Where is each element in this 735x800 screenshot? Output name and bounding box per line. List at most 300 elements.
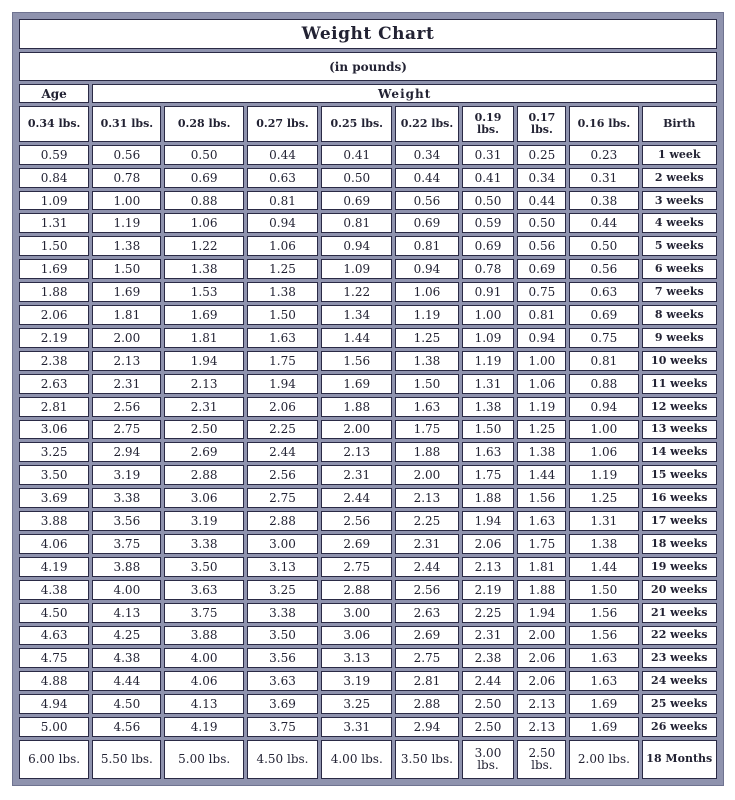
age-cell: 12 weeks [642,397,717,417]
weight-cell: 1.63 [462,442,515,462]
weight-cell: 4.50 [19,603,89,623]
age-cell: 1 week [642,145,717,165]
weight-cell: 0.56 [517,236,566,256]
weight-cell: 0.56 [395,191,458,211]
weight-cell: 6.00 lbs. [19,740,89,779]
table-row [19,305,717,325]
weight-cell: 2.69 [395,626,458,646]
weight-cell: 0.94 [395,259,458,279]
table-row [19,145,717,165]
weight-cell: 4.38 [92,648,161,668]
age-cell: 10 weeks [642,351,717,371]
weight-cell: 2.75 [92,420,161,440]
age-cell: 20 weeks [642,580,717,600]
weight-cell: 1.22 [164,236,243,256]
weight-cell: 2.00 [517,626,566,646]
age-cell: 14 weeks [642,442,717,462]
weight-cell: 3.19 [321,671,392,691]
table-row [19,488,717,508]
column-header-weight: 0.16 lbs. [569,106,638,142]
weight-cell: 2.44 [247,442,318,462]
weight-cell: 0.91 [462,282,515,302]
weight-cell: 1.09 [462,328,515,348]
table-row [19,626,717,646]
weight-cell: 2.63 [19,374,89,394]
weight-cell: 1.19 [517,397,566,417]
weight-cell: 2.25 [247,420,318,440]
weight-cell: 1.19 [395,305,458,325]
table-row [19,351,717,371]
weight-cell: 2.56 [92,397,161,417]
weight-cell: 2.81 [19,397,89,417]
weight-cell: 1.06 [395,282,458,302]
weight-cell: 0.44 [569,213,638,233]
column-header-weight: 0.22 lbs. [395,106,458,142]
weight-cell: 1.56 [517,488,566,508]
weight-cell: 4.50 lbs. [247,740,318,779]
weight-cell: 1.75 [247,351,318,371]
weight-cell: 0.94 [247,213,318,233]
weight-cell: 4.00 [92,580,161,600]
weight-cell: 3.19 [92,465,161,485]
weight-cell: 0.94 [517,328,566,348]
table-row [19,671,717,691]
weight-cell: 2.75 [321,557,392,577]
weight-cell: 0.69 [164,168,243,188]
weight-cell: 2.00 [92,328,161,348]
weight-cell: 1.94 [517,603,566,623]
weight-cell: 1.81 [92,305,161,325]
weight-cell: 4.44 [92,671,161,691]
weight-cell: 3.00 [321,603,392,623]
weight-cell: 1.19 [92,213,161,233]
weight-cell: 1.06 [517,374,566,394]
weight-cell: 3.00 [247,534,318,554]
weight-header: Weight [92,84,717,102]
age-cell: 15 weeks [642,465,717,485]
weight-cell: 0.81 [321,213,392,233]
weight-cell: 3.31 [321,717,392,737]
weight-cell: 0.84 [19,168,89,188]
weight-cell: 0.31 [569,168,638,188]
table-row [19,717,717,737]
weight-cell: 0.50 [517,213,566,233]
weight-cell: 1.00 [92,191,161,211]
weight-cell: 3.75 [164,603,243,623]
weight-cell: 3.13 [247,557,318,577]
weight-cell: 0.41 [462,168,515,188]
weight-cell: 3.06 [19,420,89,440]
weight-cell: 2.50 [462,694,515,714]
weight-cell: 1.44 [321,328,392,348]
weight-cell: 3.06 [321,626,392,646]
table-row [19,465,717,485]
weight-cell: 0.63 [569,282,638,302]
weight-cell: 1.88 [517,580,566,600]
weight-cell: 0.50 [164,145,243,165]
weight-cell: 1.38 [462,397,515,417]
weight-cell: 1.50 [19,236,89,256]
weight-cell: 0.59 [19,145,89,165]
weight-cell: 2.50 lbs. [517,740,566,779]
weight-cell: 3.75 [92,534,161,554]
column-header-birth: Birth [642,106,717,142]
weight-cell: 1.81 [164,328,243,348]
weight-cell: 0.34 [517,168,566,188]
weight-cell: 1.88 [395,442,458,462]
weight-cell: 2.63 [395,603,458,623]
weight-cell: 3.63 [247,671,318,691]
column-header-weight: 0.27 lbs. [247,106,318,142]
weight-cell: 3.88 [164,626,243,646]
age-cell: 18 weeks [642,534,717,554]
table-row [19,420,717,440]
weight-cell: 2.06 [517,671,566,691]
weight-cell: 3.00 lbs. [462,740,515,779]
weight-cell: 1.50 [569,580,638,600]
weight-cell: 3.63 [164,580,243,600]
column-header-weight: 0.17 lbs. [517,106,566,142]
weight-cell: 4.88 [19,671,89,691]
weight-cell: 3.38 [247,603,318,623]
weight-cell: 4.19 [19,557,89,577]
weight-cell: 1.38 [247,282,318,302]
weight-cell: 4.06 [19,534,89,554]
weight-cell: 2.31 [92,374,161,394]
weight-cell: 3.50 [247,626,318,646]
weight-cell: 1.06 [164,213,243,233]
weight-cell: 2.06 [19,305,89,325]
weight-cell: 0.78 [92,168,161,188]
weight-cell: 1.19 [569,465,638,485]
weight-cell: 2.56 [247,465,318,485]
table-row [19,694,717,714]
weight-cell: 4.56 [92,717,161,737]
weight-cell: 1.94 [247,374,318,394]
column-header-weight: 0.25 lbs. [321,106,392,142]
weight-cell: 5.00 lbs. [164,740,243,779]
weight-cell: 2.88 [395,694,458,714]
age-cell: 26 weeks [642,717,717,737]
weight-cell: 2.81 [395,671,458,691]
weight-cell: 2.44 [395,557,458,577]
weight-cell: 0.88 [164,191,243,211]
weight-cell: 2.69 [164,442,243,462]
weight-cell: 4.50 [92,694,161,714]
table-body [19,19,717,779]
weight-cell: 1.06 [247,236,318,256]
table-row [19,442,717,462]
weight-cell: 0.69 [395,213,458,233]
weight-cell: 3.25 [247,580,318,600]
weight-cell: 4.06 [164,671,243,691]
weight-cell: 0.41 [321,145,392,165]
weight-cell: 4.19 [164,717,243,737]
age-cell: 25 weeks [642,694,717,714]
weight-cell: 1.75 [462,465,515,485]
weight-cell: 0.23 [569,145,638,165]
age-cell: 9 weeks [642,328,717,348]
age-cell: 8 weeks [642,305,717,325]
weight-cell: 4.63 [19,626,89,646]
weight-cell: 1.31 [462,374,515,394]
weight-cell: 1.06 [569,442,638,462]
column-header-weight: 0.19 lbs. [462,106,515,142]
weight-cell: 1.34 [321,305,392,325]
weight-cell: 2.19 [19,328,89,348]
weight-cell: 2.31 [462,626,515,646]
age-cell: 19 weeks [642,557,717,577]
weight-cell: 0.69 [462,236,515,256]
table-row [19,648,717,668]
weight-cell: 1.00 [569,420,638,440]
weight-cell: 1.00 [517,351,566,371]
weight-cell: 1.00 [462,305,515,325]
table-row [19,259,717,279]
table-row [19,397,717,417]
age-cell: 11 weeks [642,374,717,394]
weight-cell: 4.13 [164,694,243,714]
weight-cell: 1.69 [164,305,243,325]
weight-cell: 4.25 [92,626,161,646]
column-header-row [19,106,717,142]
weight-cell: 1.25 [247,259,318,279]
table-row [19,557,717,577]
table-row [19,328,717,348]
weight-cell: 2.13 [517,717,566,737]
age-cell: 18 Months [642,740,717,779]
weight-cell: 1.31 [19,213,89,233]
weight-cell: 2.25 [395,511,458,531]
weight-cell: 1.50 [462,420,515,440]
age-cell: 22 weeks [642,626,717,646]
weight-cell: 0.94 [321,236,392,256]
weight-cell: 3.69 [247,694,318,714]
chart-subtitle: (in pounds) [19,52,717,82]
table-row [19,511,717,531]
weight-cell: 5.00 [19,717,89,737]
age-cell: 17 weeks [642,511,717,531]
table-row [19,191,717,211]
weight-cell: 0.50 [462,191,515,211]
weight-cell: 0.50 [321,168,392,188]
weight-cell: 0.59 [462,213,515,233]
weight-cell: 4.38 [19,580,89,600]
weight-cell: 1.69 [569,717,638,737]
weight-cell: 1.69 [569,694,638,714]
weight-cell: 1.88 [462,488,515,508]
weight-cell: 2.75 [395,648,458,668]
weight-cell: 0.34 [395,145,458,165]
weight-cell: 1.63 [247,328,318,348]
weight-cell: 1.53 [164,282,243,302]
age-cell: 6 weeks [642,259,717,279]
weight-cell: 1.25 [395,328,458,348]
weight-cell: 1.31 [569,511,638,531]
weight-cell: 0.88 [569,374,638,394]
age-cell: 23 weeks [642,648,717,668]
weight-cell: 0.50 [569,236,638,256]
weight-cell: 2.88 [321,580,392,600]
weight-cell: 2.13 [517,694,566,714]
weight-cell: 3.88 [92,557,161,577]
weight-cell: 1.09 [19,191,89,211]
chart-title: Weight Chart [19,19,717,49]
weight-cell: 3.06 [164,488,243,508]
weight-cell: 1.88 [321,397,392,417]
weight-cell: 0.81 [247,191,318,211]
weight-cell: 2.25 [462,603,515,623]
column-header-weight: 0.28 lbs. [164,106,243,142]
weight-cell: 3.50 [164,557,243,577]
weight-cell: 1.63 [517,511,566,531]
weight-cell: 1.56 [569,603,638,623]
weight-cell: 2.88 [164,465,243,485]
weight-cell: 0.31 [462,145,515,165]
weight-cell: 3.38 [92,488,161,508]
weight-cell: 3.13 [321,648,392,668]
weight-cell: 1.75 [517,534,566,554]
weight-cell: 0.78 [462,259,515,279]
weight-cell: 3.25 [321,694,392,714]
age-cell: 4 weeks [642,213,717,233]
weight-cell: 1.25 [569,488,638,508]
weight-cell: 2.31 [164,397,243,417]
weight-cell: 0.44 [247,145,318,165]
weight-cell: 0.56 [569,259,638,279]
weight-cell: 2.88 [247,511,318,531]
age-cell: 24 weeks [642,671,717,691]
weight-cell: 1.69 [321,374,392,394]
weight-cell: 4.13 [92,603,161,623]
weight-cell: 0.94 [569,397,638,417]
weight-cell: 0.63 [247,168,318,188]
weight-cell: 1.38 [395,351,458,371]
weight-cell: 1.38 [164,259,243,279]
weight-chart-table [16,16,720,782]
weight-cell: 0.44 [395,168,458,188]
weight-cell: 2.38 [462,648,515,668]
weight-cell: 1.56 [569,626,638,646]
weight-cell: 2.13 [92,351,161,371]
weight-cell: 0.75 [517,282,566,302]
weight-cell: 2.50 [462,717,515,737]
weight-cell: 1.44 [569,557,638,577]
age-cell: 13 weeks [642,420,717,440]
weight-cell: 1.38 [517,442,566,462]
weight-cell: 1.63 [395,397,458,417]
weight-cell: 4.00 lbs. [321,740,392,779]
weight-cell: 0.38 [569,191,638,211]
age-cell: 7 weeks [642,282,717,302]
weight-cell: 0.69 [569,305,638,325]
weight-cell: 2.38 [19,351,89,371]
weight-cell: 2.31 [321,465,392,485]
weight-cell: 1.38 [92,236,161,256]
weight-cell: 2.44 [462,671,515,691]
table-row [19,236,717,256]
weight-cell: 2.69 [321,534,392,554]
weight-cell: 0.44 [517,191,566,211]
weight-cell: 2.75 [247,488,318,508]
weight-cell: 2.94 [92,442,161,462]
weight-cell: 3.56 [92,511,161,531]
weight-cell: 1.25 [517,420,566,440]
weight-cell: 3.50 lbs. [395,740,458,779]
weight-cell: 2.19 [462,580,515,600]
weight-cell: 2.94 [395,717,458,737]
weight-cell: 0.69 [517,259,566,279]
weight-chart-frame [12,12,724,786]
weight-cell: 2.56 [321,511,392,531]
weight-cell: 1.94 [462,511,515,531]
weight-cell: 1.81 [517,557,566,577]
table-row [19,282,717,302]
weight-cell: 1.09 [321,259,392,279]
weight-cell: 2.13 [321,442,392,462]
weight-cell: 1.94 [164,351,243,371]
weight-cell: 4.75 [19,648,89,668]
age-cell: 2 weeks [642,168,717,188]
weight-cell: 1.88 [19,282,89,302]
weight-cell: 2.00 lbs. [569,740,638,779]
weight-cell: 2.13 [462,557,515,577]
weight-cell: 0.81 [395,236,458,256]
weight-cell: 1.50 [247,305,318,325]
weight-cell: 2.00 [395,465,458,485]
age-cell: 5 weeks [642,236,717,256]
weight-cell: 0.56 [92,145,161,165]
weight-cell: 1.38 [569,534,638,554]
weight-cell: 3.56 [247,648,318,668]
age-header: Age [19,84,89,102]
weight-cell: 2.50 [164,420,243,440]
weight-cell: 1.69 [19,259,89,279]
weight-cell: 2.06 [247,397,318,417]
age-cell: 16 weeks [642,488,717,508]
table-row [19,580,717,600]
weight-cell: 1.50 [395,374,458,394]
table-row [19,168,717,188]
weight-cell: 1.19 [462,351,515,371]
age-cell: 3 weeks [642,191,717,211]
weight-cell: 0.25 [517,145,566,165]
weight-cell: 3.25 [19,442,89,462]
weight-cell: 2.13 [395,488,458,508]
weight-cell: 3.75 [247,717,318,737]
weight-cell: 1.44 [517,465,566,485]
weight-cell: 2.56 [395,580,458,600]
weight-cell: 3.88 [19,511,89,531]
column-header-weight: 0.34 lbs. [19,106,89,142]
weight-cell: 3.38 [164,534,243,554]
weight-cell: 2.00 [321,420,392,440]
weight-cell: 2.13 [164,374,243,394]
weight-cell: 1.56 [321,351,392,371]
weight-cell: 1.75 [395,420,458,440]
weight-cell: 1.63 [569,648,638,668]
weight-cell: 4.00 [164,648,243,668]
weight-cell: 2.44 [321,488,392,508]
weight-cell: 0.81 [569,351,638,371]
weight-cell: 2.31 [395,534,458,554]
weight-cell: 3.19 [164,511,243,531]
weight-cell: 2.06 [517,648,566,668]
weight-cell: 4.94 [19,694,89,714]
weight-cell: 1.22 [321,282,392,302]
weight-cell: 3.50 [19,465,89,485]
table-row [19,603,717,623]
